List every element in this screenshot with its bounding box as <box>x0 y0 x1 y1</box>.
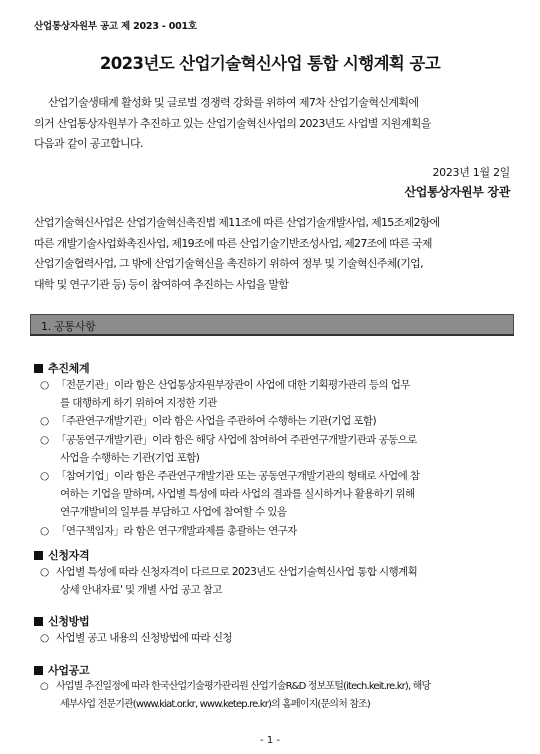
circle-bullet-icon: ○ <box>40 566 49 578</box>
circle-bullet-icon: ○ <box>40 470 49 483</box>
square-bullet-icon <box>34 551 43 560</box>
item-text: 「연구책임자」라 함은 연구개발과제를 총괄하는 연구자 <box>56 524 297 537</box>
list-item <box>40 629 510 647</box>
circle-bullet-icon: ○ <box>40 524 49 537</box>
list-item <box>40 563 510 599</box>
item-text: 사업별 추진일정에 따라 한국산업기술평가관리원 산업기술R&D 정보포털(itech.keit.re.kr), 해당 세부사업 전문기관(www.kiat.or.kr, www.ketep.re.kr)의 홈페이지(문의처 참조) <box>56 681 431 711</box>
document-number: 산업통상자원부 공고 제 2023 - 001호 <box>34 21 197 32</box>
item-text: 사업별 특성에 따라 신청자격이 다르므로 2023년도 산업기술혁신사업 통합 시행계획 상세 안내자료' 및 개별 사업 공고 참고 <box>56 566 418 597</box>
square-bullet-icon <box>34 364 43 373</box>
list-method <box>40 629 510 647</box>
heading-promotion <box>34 360 89 376</box>
circle-bullet-icon: ○ <box>40 681 48 692</box>
list-item <box>40 431 510 467</box>
item-text: 사업별 공고 내용의 신청방법에 따라 신청 <box>56 632 232 644</box>
list-item <box>40 376 510 412</box>
circle-bullet-icon: ○ <box>40 415 49 428</box>
item-text: 「참여기업」이라 함은 주관연구개발기관 또는 공동연구개발기관의 형태로 사업에 참 여하는 기업을 말하며, 사업별 특성에 따라 사업의 결과를 실시하거나 활용하기 위해 연구개발비의 일부를 부담하고 사업에 참여할 수 있음 <box>56 470 420 519</box>
page-number: - 1 - <box>260 735 280 746</box>
document-title: 2023년도 산업기술혁신사업 통합 시행계획 공고 <box>99 54 441 73</box>
section-header-label: 1. 공통사항 <box>41 320 96 333</box>
list-item <box>40 522 510 540</box>
circle-bullet-icon: ○ <box>40 433 49 446</box>
heading-notice <box>34 662 89 678</box>
circle-bullet-icon: ○ <box>40 632 49 644</box>
intro-line: 산업기술생태계 활성화 및 글로벌 경쟁력 강화를 위하여 제7차 산업기술혁신계획에 의거 산업통상자원부가 추진하고 있는 산업기술혁신사업의 2023년도 사업별 지원계획을 다음과 같이 공고합니다. <box>34 96 431 150</box>
list-notice <box>40 678 510 714</box>
list-promotion <box>40 376 510 540</box>
heading-label: 신청방법 <box>48 615 90 628</box>
square-bullet-icon <box>34 666 43 675</box>
list-item <box>40 412 510 430</box>
issuer-name: 산업통상자원부 장관 <box>404 185 510 199</box>
square-bullet-icon <box>34 617 43 626</box>
intro-paragraph <box>34 93 510 155</box>
list-item <box>40 678 510 714</box>
item-text: 「주관연구개발기관」이라 함은 사업을 주관하여 수행하는 기관(기업 포함) <box>56 415 376 428</box>
heading-label: 추진체계 <box>48 362 90 375</box>
definition-text: 산업기술혁신사업은 산업기술혁신촉진법 제11조에 따른 산업기술개발사업, 제15조제2항에 따른 개발기술사업화촉진사업, 제19조에 따른 산업기술기반조성사업, 제27조에 따른 국제 산업기술협력사업, 그 밖에 산업기술혁신을 촉진하기 위하여 정부 및 기술혁신주체(기업, 대학 및 연구기관 등) 등이 참여하여 추진하는 사업을 말함 <box>34 216 440 291</box>
heading-method <box>34 613 89 629</box>
item-text: 「전문기관」이라 함은 산업통상자원부장관이 사업에 대한 기획평가관리 등의 업무 를 대행하게 하기 위하여 지정한 기관 <box>56 379 410 410</box>
list-item <box>40 467 510 522</box>
circle-bullet-icon: ○ <box>40 379 49 391</box>
heading-label: 사업공고 <box>48 664 90 677</box>
item-text: 「공동연구개발기관」이라 함은 해당 사업에 참여하여 주관연구개발기관과 공동으로 사업을 수행하는 기관(기업 포함) <box>56 433 417 464</box>
list-eligibility <box>40 563 510 599</box>
announcement-date: 2023년 1월 2일 <box>432 166 510 179</box>
section-header-common <box>30 314 514 336</box>
heading-eligibility <box>34 547 89 563</box>
heading-label: 신청자격 <box>48 549 90 562</box>
definition-paragraph <box>34 213 510 295</box>
